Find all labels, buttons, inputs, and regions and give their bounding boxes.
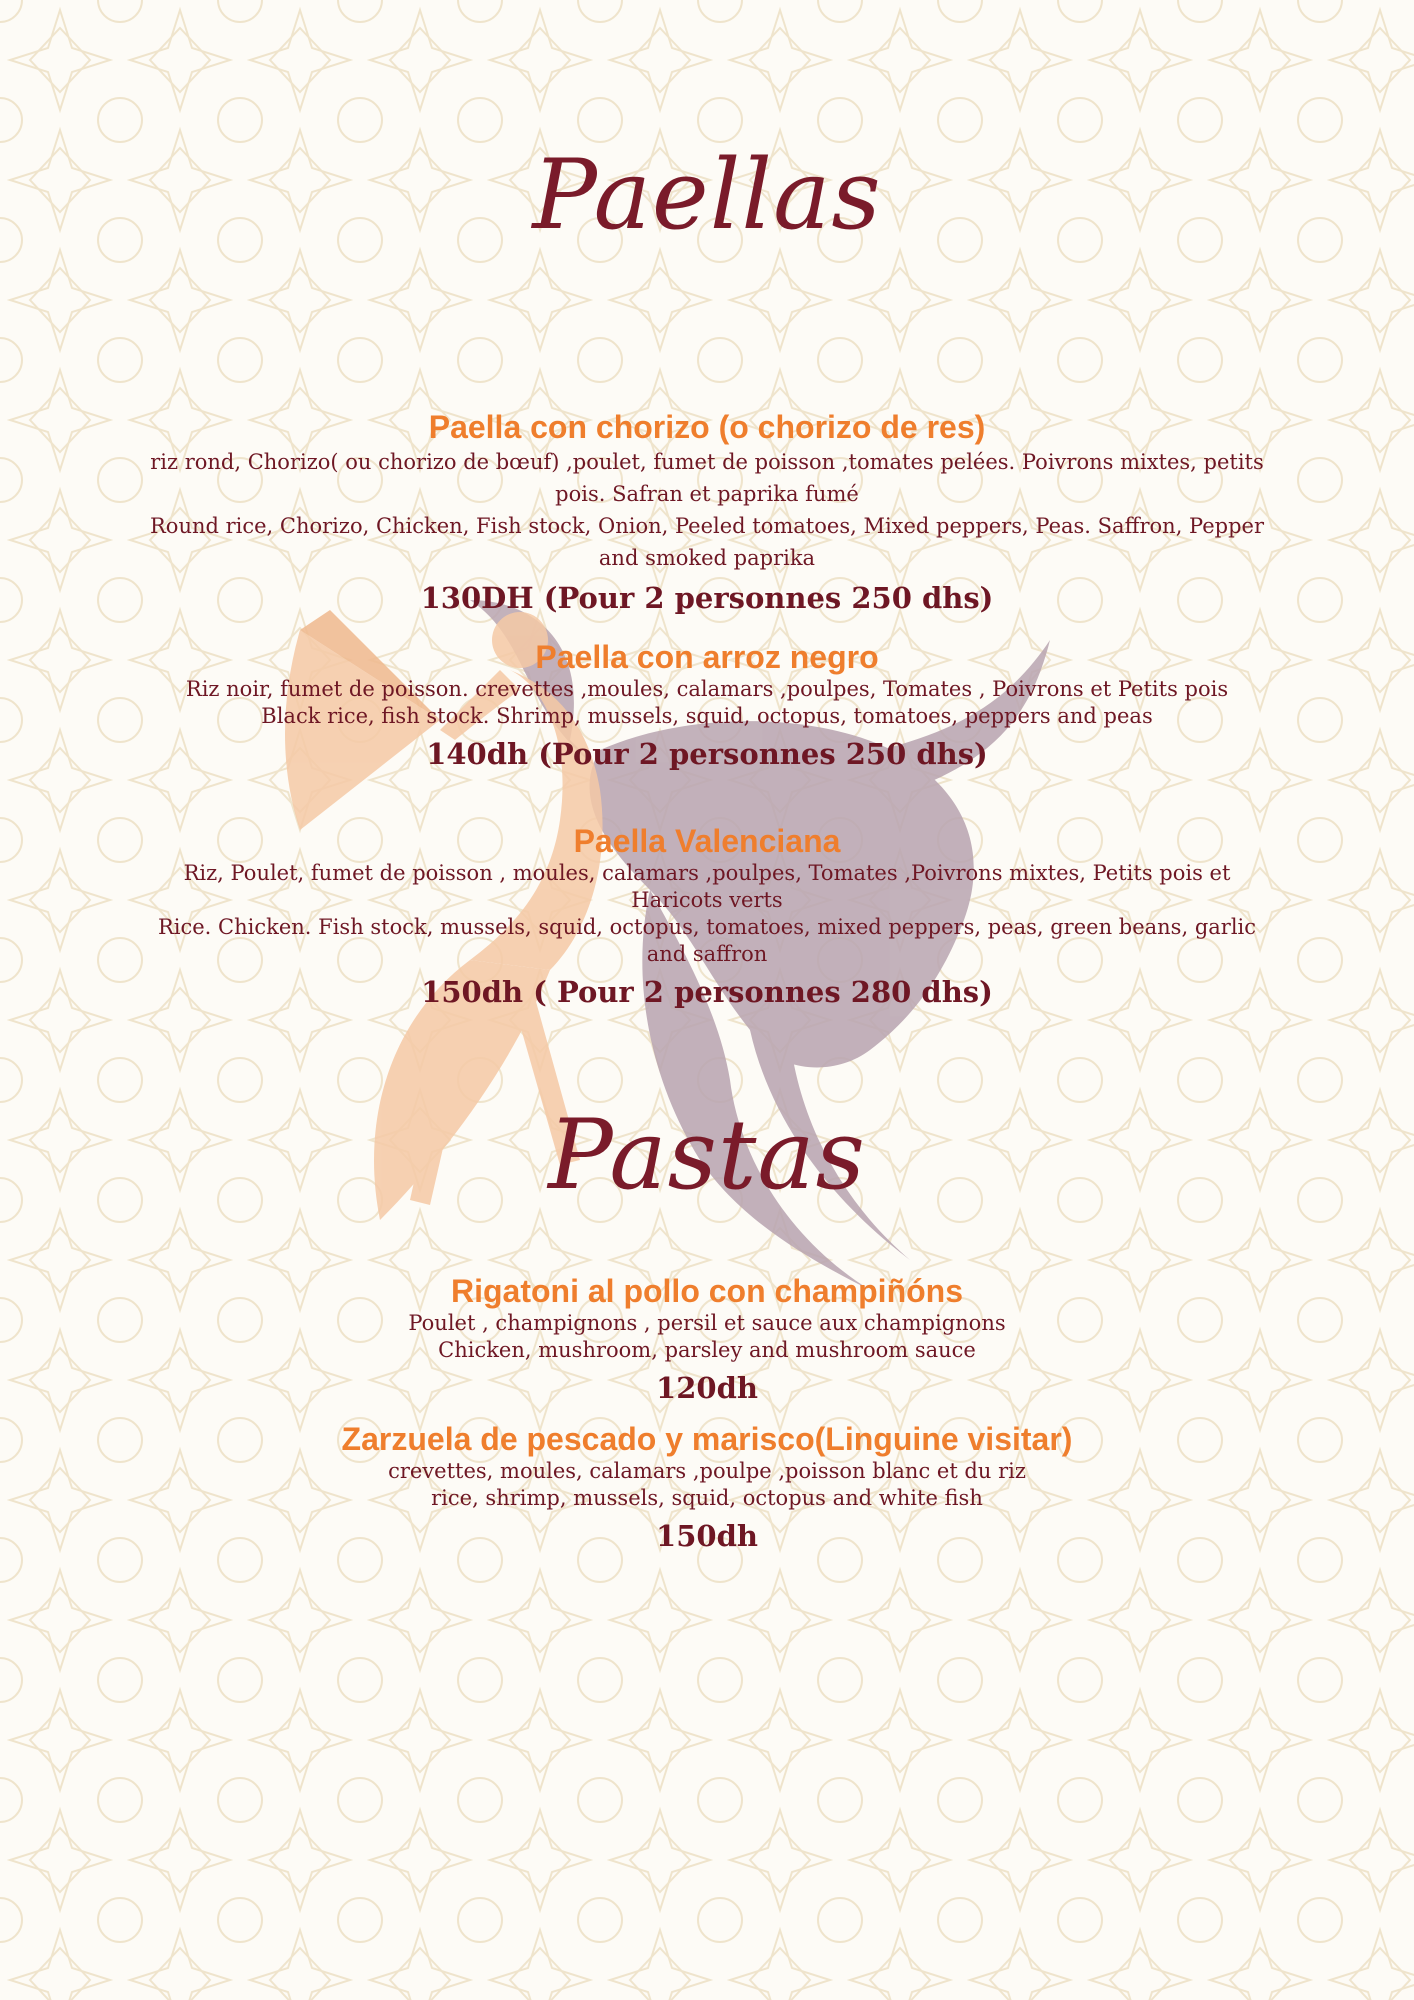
dish-description-fr: Riz, Poulet, fumet de poisson , moules, calamars ,poulpes, Tomates ,Poivrons mixtes, Petits pois et Haricots verts [183, 861, 1231, 912]
dish-name: Paella con chorizo (o chorizo de res) [428, 409, 986, 445]
dish-price: 150dh [656, 1519, 758, 1553]
menu-item [140, 408, 1274, 618]
menu-item [140, 822, 1274, 1012]
dish-description-fr: Riz noir, fumet de poisson. crevettes ,moules, calamars ,poulpes, Tomates , Poivrons et Petits pois [185, 677, 1229, 701]
dish-price: 130DH (Pour 2 personnes 250 dhs) [420, 581, 994, 615]
dish-price: 150dh ( Pour 2 personnes 280 dhs) [421, 975, 993, 1009]
dish-description-en: Black rice, fish stock. Shrimp, mussels, squid, octopus, tomatoes, peppers and peas [261, 704, 1153, 728]
section-title-pastas: Pastas [548, 1099, 866, 1211]
menu-item [140, 638, 1274, 774]
dish-description-en: Chicken, mushroom, parsley and mushroom sauce [438, 1338, 976, 1362]
dish-description-en: Rice. Chicken. Fish stock, mussels, squid, octopus, tomatoes, mixed peppers, peas, green beans, garlic and saffron [157, 915, 1257, 966]
dish-price: 140dh (Pour 2 personnes 250 dhs) [426, 737, 988, 771]
dish-description-fr: Poulet , champignons , persil et sauce aux champignons [408, 1311, 1006, 1335]
menu-item [140, 1420, 1274, 1556]
menu-item [140, 1272, 1274, 1408]
dish-description-fr: crevettes, moules, calamars ,poulpe ,poisson blanc et du riz [388, 1459, 1026, 1483]
dish-name: Rigatoni al pollo con champiñóns [450, 1273, 963, 1309]
dish-name: Paella Valenciana [573, 823, 841, 859]
dish-description-fr: riz rond, Chorizo( ou chorizo de bœuf) ,poulet, fumet de poisson ,tomates pelées. Poivrons mixtes, petits pois. Safran et paprika fumé [150, 450, 1264, 506]
dish-name: Paella con arroz negro [535, 639, 879, 675]
section-title-paellas: Paellas [532, 139, 882, 251]
dish-description-en: rice, shrimp, mussels, squid, octopus and white fish [431, 1486, 983, 1510]
dish-description-en: Round rice, Chorizo, Chicken, Fish stock, Onion, Peeled tomatoes, Mixed peppers, Peas. Saffron, Pepper and smoked paprika [149, 514, 1265, 570]
dish-price: 120dh [656, 1371, 758, 1405]
dish-name: Zarzuela de pescado y marisco(Linguine visitar) [341, 1421, 1073, 1457]
